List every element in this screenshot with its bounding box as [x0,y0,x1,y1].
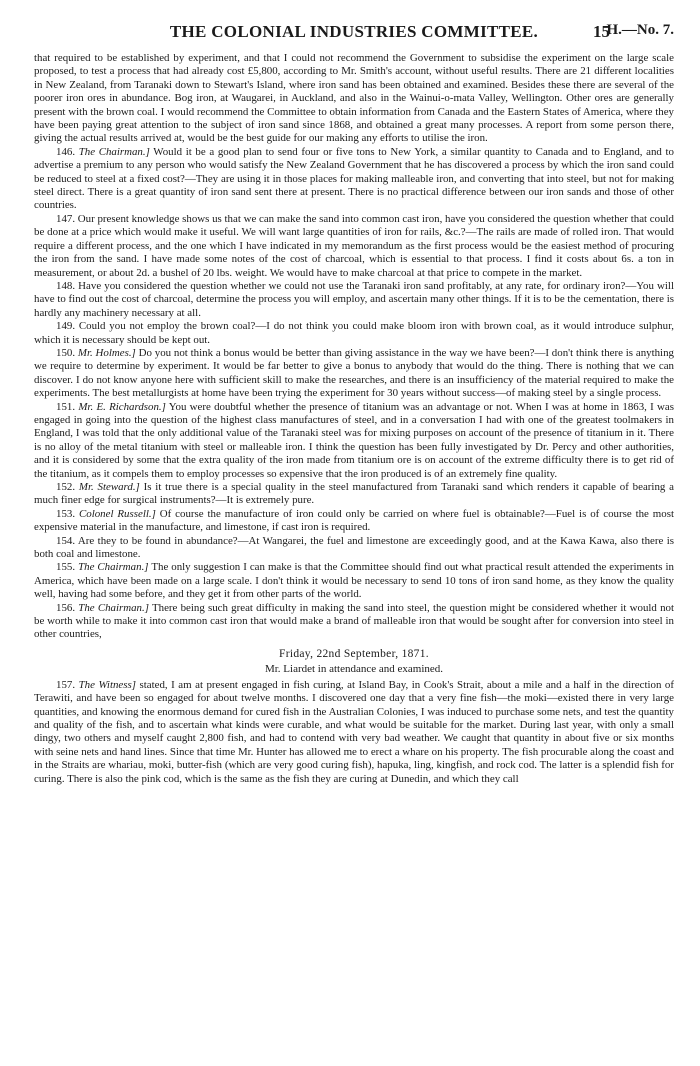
paragraph-text: Could you not employ the brown coal?—I do not think you could make bloom iron with brown coal, as it would introduce sulphur, which it is necessary should be kept out. [34,320,674,346]
question-paragraph [34,508,674,535]
question-paragraph [34,52,674,146]
question-number: 150. [56,346,76,359]
paragraph-text: You were doubtful whether the presence of titanium was an advantage or not. When I was at home in 1863, I was engaged in going into the question of the highest class manufactures of steel, and in a conversation I had with one of the greatest toolmakers in England, I was told that the only additional value of the Taranaki steel was for mixing purposes on account of the presence of titanium in it. There is no alloy of the metal titanium with steel or malleable iron. I think the question has been fully investigated by Dr. Percy and other authorities, and it is considered by some that the extra quality of the iron made from titanium ore is on account of the extreme difficulty there is to get rid of the titanium, as it compels them to employ processes so expensive that the iron produced is of an extremely fine quality. [34,400,674,480]
paragraph-text: Do you not think a bonus would be better than giving assistance in the way we have been?—I don't think there is anything we require to determine by experiment. It would be far better to give a bonus to anybody that would do the thing. There is nothing that we can discover. I do not know anyone here with sufficient skill to make the researches, and there is an insufficiency of the material required to make the experiments. The best metallurgists at home have been trying the experiment for 30 years without success—of making steel by a single process. [34,346,674,400]
speaker-name: The Chairman.] [78,561,149,574]
evidence-paragraphs-bottom [34,679,674,786]
speaker-name: Mr. E. Richardson.] [78,400,166,413]
document-body [34,52,674,786]
paragraph-text: Is it true there is a special quality in the steel manufactured from Taranaki sand which renders it capable of bearing a much finer edge for surgical instruments?—It is extremely pure. [34,481,674,507]
page-header [34,22,674,52]
paragraph-text: Of course the manufacture of iron could only be carried on where fuel is obtainable?—Fuel is of course the most expensive material in the manufacture, and limestone, if cast iron is required. [34,507,674,534]
paragraph-text: The only suggestion I can make is that the Committee should find out what practical result attended the experiments in America, which have been made on a large scale. I don't think it would be necessary to send 10 tons of iron sand home, as they know the quality well, having had some before, and they get it from other parts of the world. [34,561,674,601]
question-number: 148. [56,279,76,292]
question-number: 147. [56,212,76,225]
question-number: 146. [56,145,76,158]
speaker-name: The Chairman.] [78,601,149,614]
question-paragraph [34,280,674,320]
speaker-name: Colonel Russell.] [79,507,156,520]
paper-reference: H.—No. 7. [606,22,674,38]
paragraph-text: Would it be a good plan to send four or five tons to New York, a similar quantity to Canada and to England, and to advertise a premium to any person who would satisfy the New Zealand Government that he has discovered a process by which the iron sand could be reduced to steel at a fixed cost?—They are using it in those places for making malleable iron, and converting that into steel, but not for making steel direct. There is a great quantity of iron sand sent there at present. There is no practical difference between our iron sands and those of other countries. [34,145,674,212]
question-number: 154. [56,534,76,547]
question-paragraph [34,401,674,481]
speaker-name: Mr. Steward.] [78,481,140,493]
question-number: 152. [56,481,76,493]
page-number: 15 [593,22,610,41]
paragraph-text: There being such great difficulty in making the sand into steel, the question might be considered whether it would not be worth while to make it into common cast iron that would make a brand of malleable iron that would be sought after for conversion into steel in other countries, [34,601,674,641]
speaker-name: The Witness] [78,678,136,691]
question-paragraph [34,481,674,508]
document-page [34,22,674,786]
speaker-name: Mr. Holmes.] [77,346,136,359]
question-number: 157. [56,678,76,691]
question-number: 151. [56,400,76,413]
question-paragraph [34,561,674,601]
question-paragraph [34,347,674,401]
paragraph-text: Have you considered the question whether we could not use the Taranaki iron sand profitably, at any rate, for ordinary iron?—You will have to find out the cost of charcoal, determine the process you will employ, and ascertain many other things. If it is to be the cementation, there is hardly any machinery necessary at all. [34,279,674,319]
paragraph-text: Our present knowledge shows us that we can make the sand into common cast iron, have you considered the question whether that could be done at a price which would make it useful. We will want large quantities of iron for rails, &c.?—The rails are made of rolled iron. That would require a different process, and the one which I have indicated in my memorandum as the first process would be the easiest method of procuring the iron from the sand. I have made some notes of the cost of charcoal, which is essential to that process. I find it costs about 6s. a ton in measurement, or about 2d. a bushel of 20 lbs. weight. We would have to make charcoal at that price to compete in the market. [34,212,674,279]
sitting-date: Friday, 22nd September, 1871. [279,647,429,660]
question-paragraph [34,213,674,280]
question-number: 149. [56,320,76,333]
attendance-line: Mr. Liardet in attendance and examined. [264,663,444,676]
paragraph-text: Are they to be found in abundance?—At Wangarei, the fuel and limestone are exceedingly good, and at the Kawa Kawa, also there is both coal and limestone. [34,534,675,561]
question-paragraph [34,602,674,642]
question-number: 155. [56,561,76,574]
speaker-name: The Chairman.] [78,145,150,158]
question-paragraph [34,535,674,562]
question-paragraph [34,146,674,213]
evidence-paragraphs-top [34,52,674,642]
paragraph-text: stated, I am at present engaged in fish curing, at Island Bay, in Cook's Strait, about a mile and a half in the direction of Terawiti, and have been so engaged for about twelve months. I discovered one day that a very fine fish—the moki—existed there in very large quantities, and knowing the enormous demand for cured fish in the Australian Colonies, I was induced to purchase some nets, and test the quantity and quality of the fish, and to ascertain what kinds were curable, and what would be suitable for the market. During last year, with only a small dingy, two others and myself caught 2,800 fish, and had to contend with very bad weather. We caught that quantity in about five or six months with seine nets and hand lines. Since that time Mr. Hunter has allowed me to erect a whare on his property. The fish procurable along the coast and in the Straits are whariau, moki, butter-fish (which are very good curing fish), hapuka, ling, kingfish, and rock cod. The latter is a splendid fish for curing. There is also the pink cod, which is the same as the fish they are curing at Dunedin, and which they call [34,678,674,785]
running-title: THE COLONIAL INDUSTRIES COMMITTEE. [169,22,539,41]
paragraph-text: that required to be established by experiment, and that I could not recommend the Government to subsidise the experiment on the large scale proposed, to test a process that had already cost £5,800, according to Mr. Smith's account, without useful results. There are 21 different localities in New Zealand, from Taranaki down to Stewart's Island, where iron sand has been obtained and examined. Besides these there are several of the poorer iron ores in abundance. Bog iron, at Waugarei, in Auckland, and also in the Wainui-o-mata Valley, Wellington. Other ores are generally present with the brown coal. I would recommend the Committee to obtain information from Canada and the Eastern States of America, where they have been paying great attention to the subject of iron sand since 1868, and obtained a great many processes. A report from some person there, giving the actual results arrived at, would be the best guide for our making any efforts to utilise the iron. [34,52,674,145]
question-number: 156. [56,601,76,614]
question-paragraph [34,320,674,347]
question-number: 153. [56,507,76,520]
question-paragraph [34,679,674,786]
